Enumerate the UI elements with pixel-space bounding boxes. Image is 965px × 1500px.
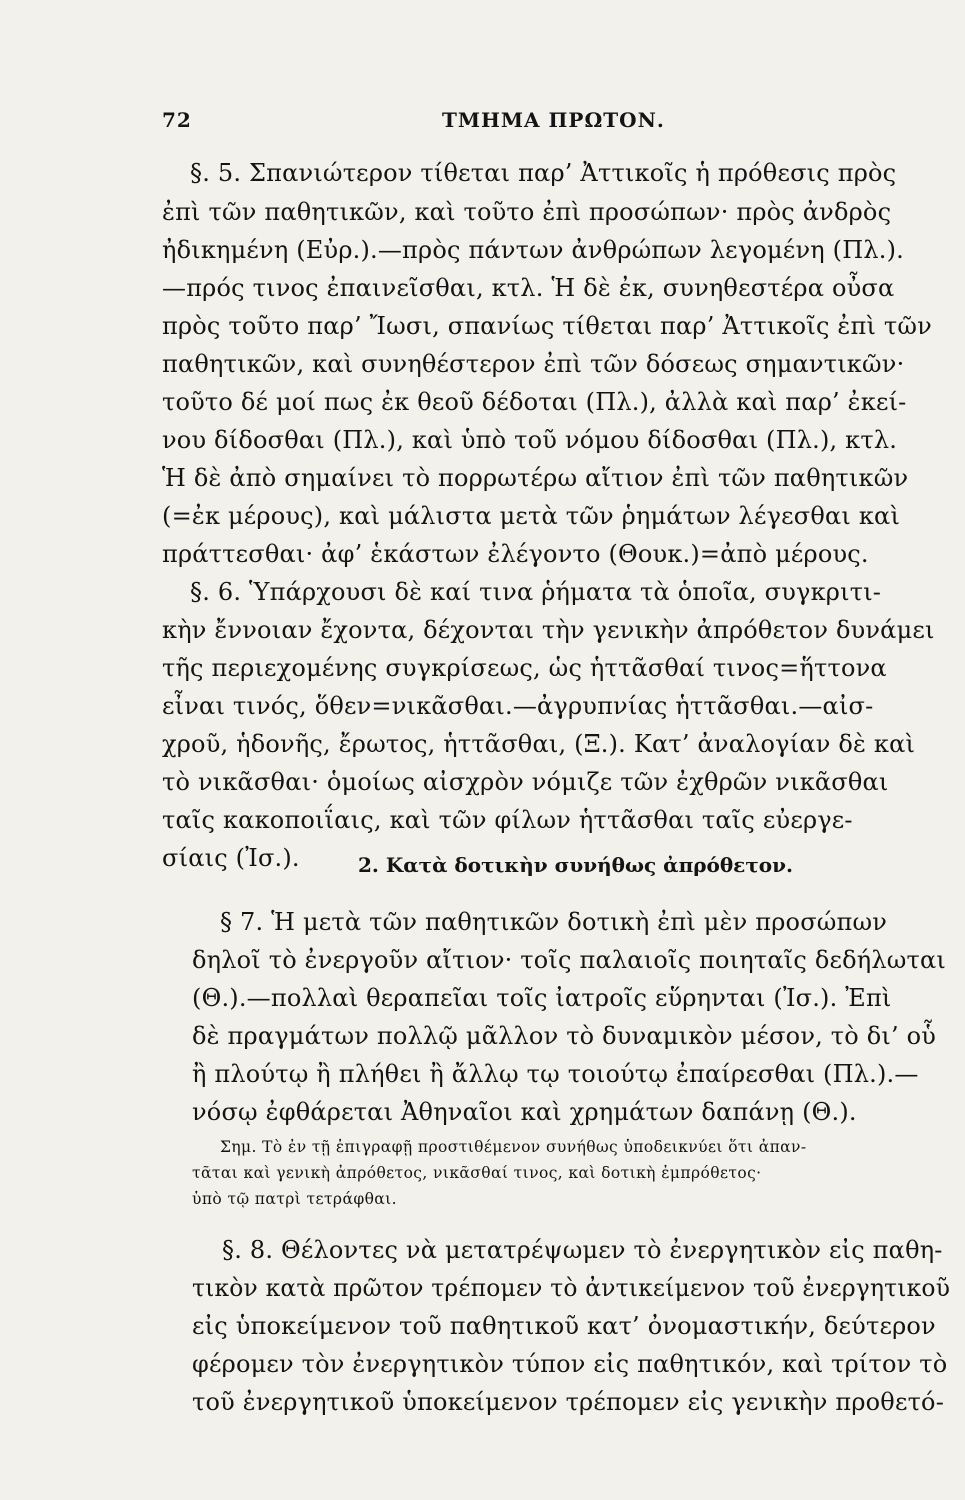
text-line-content: νου δίδοσθαι (Πλ.), καὶ ὑπὸ τοῦ νόμου δίδοσθαι (Πλ.), κτλ. xyxy=(162,426,898,454)
footnote-line: ὑπὸ τῷ πατρὶ τετράφθαι. xyxy=(192,1190,397,1208)
text-line-content: τικὸν κατὰ πρῶτον τρέπομεν τὸ ἀντικείμενον τοῦ ἐνεργητικοῦ xyxy=(192,1274,951,1302)
text-line-content: χροῦ, ἡδονῆς, ἔρωτος, ἡττᾶσθαι, (Ξ.). Κατ’ ἀναλογίαν δὲ καὶ xyxy=(162,730,916,758)
text-line-content: δὲ πραγμάτων πολλῷ μᾶλλον τὸ δυναμικὸν μέσον, τὸ δι’ οὗ xyxy=(192,1022,937,1050)
text-line xyxy=(0,1346,965,1386)
text-line xyxy=(0,1308,965,1348)
text-line xyxy=(0,346,965,386)
text-line-content: —πρός τινος ἐπαινεῖσθαι, κτλ. Ἡ δὲ ἐκ, συνηθεστέρα οὖσα xyxy=(162,274,895,302)
text-line-content: κὴν ἔννοιαν ἔχοντα, δέχονται τὴν γενικὴν ἀπρόθετον δυνάμει xyxy=(162,616,935,644)
text-line xyxy=(0,1094,965,1134)
text-line xyxy=(0,194,965,234)
text-line-content: §. 8. Θέλοντες νὰ μετατρέψωμεν τὸ ἐνεργητικὸν εἰς παθη- xyxy=(222,1236,943,1264)
text-line-content: (=ἐκ μέρους), καὶ μάλιστα μετὰ τῶν ῥημάτων λέγεσθαι καὶ xyxy=(162,502,901,530)
text-line-content: § 7. Ἡ μετὰ τῶν παθητικῶν δοτικὴ ἐπὶ μὲν προσώπων xyxy=(220,908,888,936)
text-line xyxy=(0,942,965,982)
text-line xyxy=(0,232,965,272)
section-subheading: 2. Κατὰ δοτικὴν συνήθως ἀπρόθετον. xyxy=(358,853,793,877)
text-line xyxy=(0,1270,965,1310)
text-line-content: §. 6. Ὑπάρχουσι δὲ καί τινα ῥήματα τὰ ὁποῖα, συγκριτι- xyxy=(190,578,882,606)
text-line xyxy=(0,612,965,652)
text-line xyxy=(0,904,965,944)
text-line xyxy=(0,536,965,576)
text-line-content: παθητικῶν, καὶ συνηθέστερον ἐπὶ τῶν δόσεως σημαντικῶν· xyxy=(162,350,905,378)
text-line-content: (Θ.).—πολλαὶ θεραπεῖαι τοῖς ἰατροῖς εὕρηνται (Ἰσ.). Ἐπὶ xyxy=(192,984,892,1012)
text-line xyxy=(0,460,965,500)
text-line xyxy=(0,726,965,766)
text-line xyxy=(0,270,965,310)
running-head: ΤΜΗΜΑ ΠΡΩΤΟΝ. xyxy=(442,108,665,132)
text-line-content: τοῦτο δέ μοί πως ἐκ θεοῦ δέδοται (Πλ.), ἀλλὰ καὶ παρ’ ἐκεί- xyxy=(162,388,907,416)
page-number: 72 xyxy=(162,108,192,132)
text-line xyxy=(0,574,965,614)
text-line-content: νόσῳ ἐφθάρεται Ἀθηναῖοι καὶ χρημάτων δαπάνῃ (Θ.). xyxy=(192,1098,857,1126)
text-line xyxy=(0,764,965,804)
text-line-content: ταῖς κακοποιΐαις, καὶ τῶν φίλων ἡττᾶσθαι ταῖς εὐεργε- xyxy=(162,806,853,834)
footnote-line: τᾶται καὶ γενικὴ ἀπρόθετος, νικᾶσθαί τινος, καὶ δοτικὴ ἐμπρόθετος· xyxy=(192,1164,762,1182)
text-line xyxy=(0,308,965,348)
text-line-content: ἢ πλούτῳ ἢ πλήθει ἢ ἄλλῳ τῳ τοιούτῳ ἐπαίρεσθαι (Πλ.).— xyxy=(192,1060,919,1088)
text-line-content: τῆς περιεχομένης συγκρίσεως, ὡς ἡττᾶσθαί τινος=ἥττονα xyxy=(162,654,887,682)
text-line xyxy=(0,498,965,538)
text-line xyxy=(0,1232,965,1272)
text-line-content: τοῦ ἐνεργητικοῦ ὑποκείμενον τρέπομεν εἰς γενικὴν προθετό- xyxy=(192,1388,945,1416)
text-line-content: Ἡ δὲ ἀπὸ σημαίνει τὸ πορρωτέρω αἴτιον ἐπὶ τῶν παθητικῶν xyxy=(162,464,909,492)
text-line-content: τὸ νικᾶσθαι· ὁμοίως αἰσχρὸν νόμιζε τῶν ἐχθρῶν νικᾶσθαι xyxy=(162,768,889,796)
text-line-content: ἠδικημένη (Εὐρ.).—πρὸς πάντων ἀνθρώπων λεγομένη (Πλ.). xyxy=(162,236,904,264)
text-line xyxy=(0,155,965,195)
text-line xyxy=(0,384,965,424)
text-line xyxy=(0,980,965,1020)
text-line-content: σίαις (Ἰσ.). xyxy=(162,844,300,872)
text-line xyxy=(0,802,965,842)
text-line xyxy=(0,650,965,690)
text-line-content: §. 5. Σπανιώτερον τίθεται παρ’ Ἀττικοῖς ἡ πρόθεσις πρὸς xyxy=(190,159,897,187)
text-line-content: ἐπὶ τῶν παθητικῶν, καὶ τοῦτο ἐπὶ προσώπων· πρὸς ἀνδρὸς xyxy=(162,198,892,226)
text-line-content: πρὸς τοῦτο παρ’ Ἴωσι, σπανίως τίθεται παρ’ Ἀττικοῖς ἐπὶ τῶν xyxy=(162,312,932,340)
text-line xyxy=(0,1018,965,1058)
page-header xyxy=(162,108,862,138)
text-line xyxy=(0,1384,965,1424)
text-line-content: φέρομεν τὸν ἐνεργητικὸν τύπον εἰς παθητικόν, καὶ τρίτον τὸ xyxy=(192,1350,948,1378)
text-line-content: εἰς ὑποκείμενον τοῦ παθητικοῦ κατ’ ὀνομαστικήν, δεύτερον xyxy=(192,1312,936,1340)
text-line-content: πράττεσθαι· ἀφ’ ἑκάστων ἐλέγοντο (Θουκ.)=ἀπὸ μέρους. xyxy=(162,540,869,568)
text-line xyxy=(0,1056,965,1096)
text-line-content: εἶναι τινός, ὅθεν=νικᾶσθαι.—ἀγρυπνίας ἡττᾶσθαι.—αἰσ- xyxy=(162,692,874,720)
text-line xyxy=(0,422,965,462)
footnote-line: Σημ. Τὸ ἐν τῇ ἐπιγραφῇ προστιθέμενον συνήθως ὑποδεικνύει ὅτι ἀπαν- xyxy=(220,1138,807,1156)
text-line xyxy=(0,688,965,728)
text-line-content: δηλοῖ τὸ ἐνεργοῦν αἴτιον· τοῖς παλαιοῖς ποιηταῖς δεδήλωται xyxy=(192,946,947,974)
